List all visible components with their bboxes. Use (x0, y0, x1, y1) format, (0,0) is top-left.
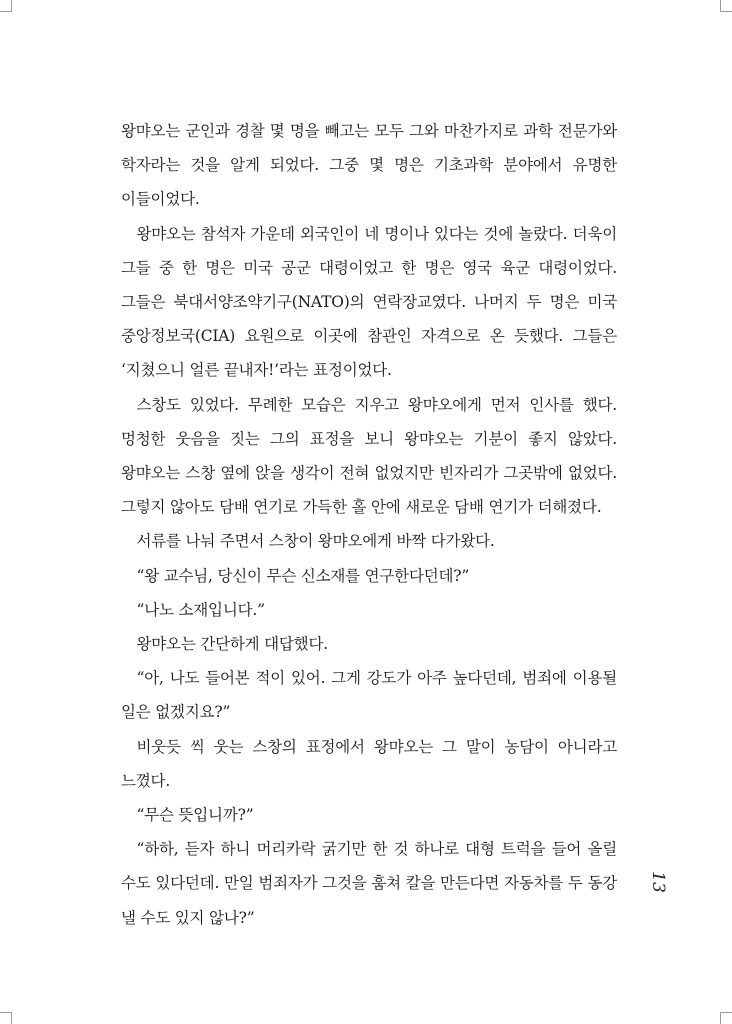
crop-mark (720, 11, 732, 12)
paragraph: 스창도 있었다. 무례한 모습은 지우고 왕먀오에게 먼저 인사를 했다. 멍청한 웃음을 짓는 그의 표정을 보니 왕먀오는 기분이 좋지 않았다. 왕먀오는 스창 옆에 앉을 생각이 전혀 없었지만 빈자리가 그곳밖에 없었다. 그렇지 않아도 담배 연기로 가득한 홀 안에 새로운 담배 연기가 더해졌다. (121, 395, 617, 517)
paragraph: 서류를 나눠 주면서 스창이 왕먀오에게 바짝 다가왔다. (136, 532, 495, 551)
crop-mark (720, 0, 721, 12)
body-text (121, 114, 617, 935)
crop-mark (11, 0, 12, 12)
crop-mark (11, 1012, 12, 1024)
dialogue-line: “왕 교수님, 당신이 무슨 신소재를 연구한다던데?” (136, 566, 470, 585)
crop-mark (720, 1012, 721, 1024)
crop-mark (720, 1012, 732, 1013)
paragraph: 왕먀오는 참석자 가운데 외국인이 네 명이나 있다는 것에 놀랐다. 더욱이 그들 중 한 명은 미국 공군 대령이었고 한 명은 영국 육군 대령이었다. 그들은 북대서양조약기구(NATO)의 연락장교였다. 나머지 두 명은 미국 중앙정보국(CIA) 요원으로 이곳에 참관인 자격으로 온 듯했다. 그들은 ‘지쳤으니 얼른 끝내자!’라는 표정이었다. (121, 224, 617, 380)
paragraph: 비웃듯 씩 웃는 스창의 표정에서 왕먀오는 그 말이 농담이 아니라고 느꼈다. (121, 737, 617, 790)
paragraph: 왕먀오는 간단하게 대답했다. (136, 635, 328, 654)
dialogue-line: “하하, 듣자 하니 머리카락 굵기만 한 것 하나로 대형 트럭을 들어 올릴 수도 있다던데. 만일 범죄자가 그것을 훔쳐 칼을 만든다면 자동차를 두 동강 낼 수도 있지 않나?” (121, 840, 617, 927)
dialogue-line: “아, 나도 들어본 적이 있어. 그게 강도가 아주 높다던데, 범죄에 이용될 일은 없겠지요?” (121, 669, 617, 722)
dialogue-line: “나노 소재입니다.” (136, 600, 265, 619)
page-number: 13 (647, 871, 668, 893)
paragraph: 왕먀오는 군인과 경찰 몇 명을 빼고는 모두 그와 마찬가지로 과학 전문가와 학자라는 것을 알게 되었다. 그중 몇 명은 기초과학 분야에서 유명한 이들이었다. (121, 122, 617, 209)
dialogue-line: “무슨 뜻입니까?” (136, 806, 254, 825)
